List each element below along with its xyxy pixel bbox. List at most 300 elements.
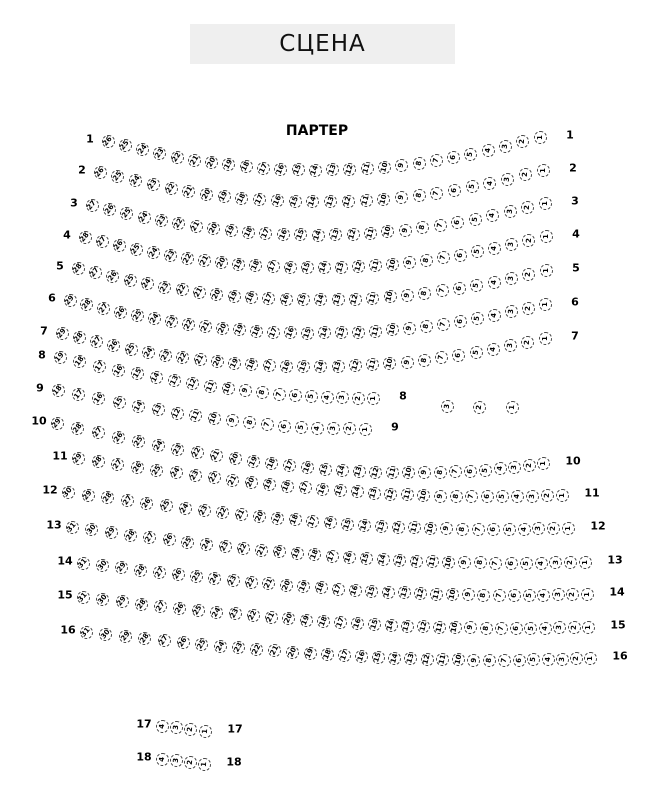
seat[interactable] [450, 490, 463, 503]
seat[interactable] [267, 326, 280, 339]
seat[interactable] [327, 422, 340, 435]
seat[interactable] [147, 246, 160, 259]
seat[interactable] [349, 584, 362, 597]
seat[interactable] [271, 512, 284, 525]
seat[interactable] [434, 219, 447, 232]
seat[interactable] [115, 561, 128, 574]
seat[interactable] [480, 622, 493, 635]
seat[interactable] [112, 431, 125, 444]
seat[interactable] [158, 281, 171, 294]
seat[interactable] [326, 163, 339, 176]
seat[interactable] [160, 499, 173, 512]
seat[interactable] [225, 224, 238, 237]
seat[interactable] [437, 318, 450, 331]
seat[interactable] [200, 538, 213, 551]
seat[interactable] [436, 653, 449, 666]
seat[interactable] [410, 555, 423, 568]
seat[interactable] [280, 360, 293, 373]
seat[interactable] [503, 523, 516, 536]
seat[interactable] [360, 194, 373, 207]
seat[interactable] [239, 384, 252, 397]
seat[interactable] [92, 426, 105, 439]
seat[interactable] [250, 643, 263, 656]
seat[interactable] [584, 652, 597, 665]
seat[interactable] [352, 326, 365, 339]
seat[interactable] [442, 556, 455, 569]
seat[interactable] [424, 522, 437, 535]
seat[interactable] [335, 261, 348, 274]
seat[interactable] [170, 721, 183, 734]
seat[interactable] [216, 322, 229, 335]
seat[interactable] [547, 522, 560, 535]
seat[interactable] [537, 589, 550, 602]
seat[interactable] [111, 458, 124, 471]
seat[interactable] [92, 455, 105, 468]
seat[interactable] [508, 461, 521, 474]
seat[interactable] [349, 293, 362, 306]
seat[interactable] [553, 621, 566, 634]
seat[interactable] [155, 214, 168, 227]
seat[interactable] [499, 140, 512, 153]
seat[interactable] [198, 758, 211, 771]
seat[interactable] [527, 653, 540, 666]
seat[interactable] [72, 452, 85, 465]
seat[interactable] [297, 360, 310, 373]
seat[interactable] [150, 464, 163, 477]
seat[interactable] [372, 651, 385, 664]
seat[interactable] [513, 654, 526, 667]
seat[interactable] [124, 529, 137, 542]
seat[interactable] [477, 589, 490, 602]
seat[interactable] [383, 357, 396, 370]
seat[interactable] [214, 640, 227, 653]
seat[interactable] [80, 298, 93, 311]
seat[interactable] [393, 554, 406, 567]
seat[interactable] [464, 465, 477, 478]
seat[interactable] [378, 161, 391, 174]
seat[interactable] [505, 557, 518, 570]
seat[interactable] [243, 416, 256, 429]
seat[interactable] [498, 654, 511, 667]
seat[interactable] [343, 422, 356, 435]
seat[interactable] [240, 160, 253, 173]
seat[interactable] [306, 515, 319, 528]
seat[interactable] [198, 254, 211, 267]
seat[interactable] [132, 435, 145, 448]
seat[interactable] [136, 143, 149, 156]
seat[interactable] [462, 588, 475, 601]
seat[interactable] [556, 653, 569, 666]
seat[interactable] [501, 173, 514, 186]
seat[interactable] [237, 542, 250, 555]
seat[interactable] [284, 326, 297, 339]
seat[interactable] [416, 221, 429, 234]
seat[interactable] [156, 753, 169, 766]
seat[interactable] [433, 621, 446, 634]
seat[interactable] [131, 367, 144, 380]
seat[interactable] [318, 326, 331, 339]
seat[interactable] [521, 336, 534, 349]
seat[interactable] [430, 154, 443, 167]
seat[interactable] [150, 371, 163, 384]
seat[interactable] [309, 164, 322, 177]
seat[interactable] [181, 252, 194, 265]
seat[interactable] [452, 349, 465, 362]
seat[interactable] [341, 518, 354, 531]
seat[interactable] [278, 420, 291, 433]
seat[interactable] [403, 256, 416, 269]
seat[interactable] [369, 466, 382, 479]
seat[interactable] [556, 489, 569, 502]
seat[interactable] [72, 262, 85, 275]
seat[interactable] [524, 622, 537, 635]
seat[interactable] [125, 343, 138, 356]
seat[interactable] [71, 422, 84, 435]
seat[interactable] [189, 409, 202, 422]
seat[interactable] [204, 380, 217, 393]
seat[interactable] [568, 621, 581, 634]
seat[interactable] [80, 626, 93, 639]
seat[interactable] [107, 339, 120, 352]
seat[interactable] [386, 258, 399, 271]
seat[interactable] [301, 261, 314, 274]
seat[interactable] [488, 242, 501, 255]
seat[interactable] [453, 282, 466, 295]
seat[interactable] [295, 421, 308, 434]
seat[interactable] [289, 513, 302, 526]
seat[interactable] [245, 358, 258, 371]
seat[interactable] [336, 464, 349, 477]
seat[interactable] [229, 452, 242, 465]
seat[interactable] [470, 279, 483, 292]
seat[interactable] [395, 159, 408, 172]
seat[interactable] [539, 332, 552, 345]
seat[interactable] [343, 551, 356, 564]
seat[interactable] [367, 392, 380, 405]
seat[interactable] [359, 423, 372, 436]
seat[interactable] [440, 522, 453, 535]
seat[interactable] [182, 318, 195, 331]
seat[interactable] [62, 486, 75, 499]
seat[interactable] [399, 224, 412, 237]
seat[interactable] [534, 131, 547, 144]
seat[interactable] [208, 572, 221, 585]
seat[interactable] [326, 550, 339, 563]
seat[interactable] [454, 249, 467, 262]
seat[interactable] [542, 653, 555, 666]
seat[interactable] [170, 466, 183, 479]
seat[interactable] [199, 320, 212, 333]
seat[interactable] [73, 331, 86, 344]
seat[interactable] [329, 228, 342, 241]
seat[interactable] [377, 553, 390, 566]
seat[interactable] [539, 622, 552, 635]
seat[interactable] [473, 401, 486, 414]
seat[interactable] [138, 211, 151, 224]
seat[interactable] [504, 339, 517, 352]
seat[interactable] [564, 556, 577, 569]
seat[interactable] [297, 293, 310, 306]
seat[interactable] [549, 556, 562, 569]
seat[interactable] [159, 349, 172, 362]
seat[interactable] [147, 178, 160, 191]
seat[interactable] [265, 457, 278, 470]
seat[interactable] [297, 580, 310, 593]
seat[interactable] [177, 636, 190, 649]
seat[interactable] [381, 225, 394, 238]
seat[interactable] [198, 504, 211, 517]
seat[interactable] [194, 353, 207, 366]
seat[interactable] [418, 466, 431, 479]
seat[interactable] [189, 469, 202, 482]
seat[interactable] [172, 217, 185, 230]
seat[interactable] [284, 261, 297, 274]
seat[interactable] [314, 360, 327, 373]
seat[interactable] [116, 595, 129, 608]
seat[interactable] [292, 163, 305, 176]
seat[interactable] [135, 598, 148, 611]
seat[interactable] [441, 400, 454, 413]
seat[interactable] [190, 220, 203, 233]
seat[interactable] [93, 360, 106, 373]
seat[interactable] [226, 414, 239, 427]
seat[interactable] [321, 391, 334, 404]
seat[interactable] [418, 287, 431, 300]
seat[interactable] [516, 135, 529, 148]
seat[interactable] [232, 258, 245, 271]
seat[interactable] [537, 164, 550, 177]
seat[interactable] [434, 466, 447, 479]
seat[interactable] [79, 231, 92, 244]
seat[interactable] [154, 600, 167, 613]
seat[interactable] [336, 391, 349, 404]
seat[interactable] [121, 494, 134, 507]
seat[interactable] [318, 261, 331, 274]
seat[interactable] [319, 463, 332, 476]
seat[interactable] [522, 234, 535, 247]
seat[interactable] [317, 615, 330, 628]
seat[interactable] [466, 180, 479, 193]
seat[interactable] [142, 346, 155, 359]
seat[interactable] [245, 476, 258, 489]
seat[interactable] [471, 312, 484, 325]
seat[interactable] [519, 168, 532, 181]
seat[interactable] [171, 443, 184, 456]
seat[interactable] [523, 589, 536, 602]
seat[interactable] [119, 630, 132, 643]
seat[interactable] [418, 354, 431, 367]
seat[interactable] [192, 604, 205, 617]
seat[interactable] [176, 283, 189, 296]
seat[interactable] [401, 488, 414, 501]
seat[interactable] [148, 312, 161, 325]
seat[interactable] [352, 392, 365, 405]
seat[interactable] [384, 290, 397, 303]
seat[interactable] [99, 628, 112, 641]
seat[interactable] [552, 588, 565, 601]
seat[interactable] [281, 480, 294, 493]
seat[interactable] [105, 526, 118, 539]
seat[interactable] [312, 229, 325, 242]
seat[interactable] [85, 523, 98, 536]
seat[interactable] [332, 583, 345, 596]
seat[interactable] [262, 577, 275, 590]
seat[interactable] [304, 647, 317, 660]
seat[interactable] [353, 465, 366, 478]
seat[interactable] [262, 292, 275, 305]
seat[interactable] [210, 288, 223, 301]
seat[interactable] [134, 564, 147, 577]
seat[interactable] [324, 516, 337, 529]
seat[interactable] [168, 374, 181, 387]
seat[interactable] [510, 622, 523, 635]
seat[interactable] [467, 654, 480, 667]
seat[interactable] [388, 652, 401, 665]
seat[interactable] [140, 497, 153, 510]
seat[interactable] [188, 154, 201, 167]
seat[interactable] [77, 557, 90, 570]
seat[interactable] [369, 259, 382, 272]
seat[interactable] [176, 351, 189, 364]
seat[interactable] [361, 162, 374, 175]
seat[interactable] [64, 294, 77, 307]
seat[interactable] [205, 156, 218, 169]
seat[interactable] [324, 195, 337, 208]
seat[interactable] [97, 302, 110, 315]
seat[interactable] [143, 531, 156, 544]
seat[interactable] [208, 412, 221, 425]
seat[interactable] [435, 351, 448, 364]
seat[interactable] [521, 201, 534, 214]
seat[interactable] [505, 305, 518, 318]
seat[interactable] [96, 593, 109, 606]
seat[interactable] [215, 256, 228, 269]
seat[interactable] [72, 388, 85, 401]
seat[interactable] [96, 559, 109, 572]
seat[interactable] [471, 245, 484, 258]
seat[interactable] [280, 579, 293, 592]
seat[interactable] [338, 649, 351, 662]
seat[interactable] [305, 390, 318, 403]
seat[interactable] [401, 356, 414, 369]
seat[interactable] [451, 216, 464, 229]
seat[interactable] [342, 195, 355, 208]
seat[interactable] [495, 622, 508, 635]
seat[interactable] [479, 464, 492, 477]
seat[interactable] [242, 226, 255, 239]
seat[interactable] [430, 187, 443, 200]
seat[interactable] [191, 446, 204, 459]
seat[interactable] [271, 194, 284, 207]
seat[interactable] [541, 489, 554, 502]
seat[interactable] [112, 364, 125, 377]
seat[interactable] [504, 205, 517, 218]
seat[interactable] [511, 490, 524, 503]
seat[interactable] [152, 439, 165, 452]
seat[interactable] [386, 466, 399, 479]
seat[interactable] [216, 506, 229, 519]
seat[interactable] [351, 485, 364, 498]
seat[interactable] [163, 533, 176, 546]
seat[interactable] [526, 490, 539, 503]
seat[interactable] [210, 606, 223, 619]
seat[interactable] [86, 199, 99, 212]
seat[interactable] [153, 147, 166, 160]
seat[interactable] [228, 357, 241, 370]
seat[interactable] [493, 589, 506, 602]
seat[interactable] [158, 634, 171, 647]
seat[interactable] [96, 235, 109, 248]
seat[interactable] [253, 193, 266, 206]
seat[interactable] [447, 151, 460, 164]
seat[interactable] [190, 570, 203, 583]
seat[interactable] [384, 488, 397, 501]
seat[interactable] [458, 556, 471, 569]
seat[interactable] [165, 315, 178, 328]
seat[interactable] [222, 158, 235, 171]
seat[interactable] [579, 556, 592, 569]
seat[interactable] [434, 490, 447, 503]
seat[interactable] [245, 576, 258, 589]
seat[interactable] [92, 392, 105, 405]
seat[interactable] [335, 326, 348, 339]
seat[interactable] [165, 182, 178, 195]
seat[interactable] [404, 652, 417, 665]
seat[interactable] [375, 520, 388, 533]
seat[interactable] [193, 286, 206, 299]
seat[interactable] [314, 293, 327, 306]
seat[interactable] [355, 650, 368, 663]
seat[interactable] [232, 641, 245, 654]
seat[interactable] [301, 327, 314, 340]
seat[interactable] [207, 222, 220, 235]
seat[interactable] [488, 309, 501, 322]
seat[interactable] [332, 360, 345, 373]
seat[interactable] [259, 227, 272, 240]
seat[interactable] [334, 484, 347, 497]
seat[interactable] [482, 144, 495, 157]
seat[interactable] [481, 490, 494, 503]
seat[interactable] [222, 382, 235, 395]
seat[interactable] [506, 401, 519, 414]
seat[interactable] [539, 197, 552, 210]
seat[interactable] [257, 162, 270, 175]
seat[interactable] [437, 251, 450, 264]
seat[interactable] [311, 422, 324, 435]
seat[interactable] [131, 309, 144, 322]
seat[interactable] [186, 377, 199, 390]
seat[interactable] [52, 384, 65, 397]
seat[interactable] [170, 754, 183, 767]
seat[interactable] [446, 588, 459, 601]
seat[interactable] [398, 586, 411, 599]
seat[interactable] [66, 521, 79, 534]
seat[interactable] [417, 489, 430, 502]
seat[interactable] [426, 555, 439, 568]
seat[interactable] [199, 725, 212, 738]
seat[interactable] [51, 417, 64, 430]
seat[interactable] [274, 163, 287, 176]
seat[interactable] [315, 581, 328, 594]
seat[interactable] [316, 483, 329, 496]
seat[interactable] [106, 270, 119, 283]
seat[interactable] [562, 522, 575, 535]
seat[interactable] [535, 557, 548, 570]
seat[interactable] [581, 588, 594, 601]
seat[interactable] [114, 306, 127, 319]
seat[interactable] [171, 151, 184, 164]
seat[interactable] [496, 490, 509, 503]
